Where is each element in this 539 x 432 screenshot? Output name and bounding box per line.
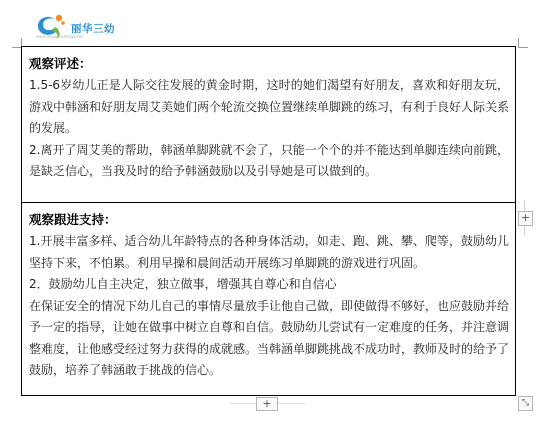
paragraph: 1.开展丰富多样、适合幼儿年龄特点的各种身体活动，如走、跑、跳、攀、爬等，鼓励幼儿坚持下来，不怕累。利用早操和晨间活动开展练习单脚跳的游戏进行巩固。 <box>29 234 509 270</box>
observation-table[interactable] <box>21 46 516 396</box>
section-heading: 观察跟进支持： <box>29 212 117 227</box>
logo-name: 丽华三幼 <box>71 23 115 35</box>
page-corner-mark-right <box>518 38 528 48</box>
logo-subtext: www.lihua-kindergarten <box>36 34 84 39</box>
add-column-button[interactable]: + <box>256 397 278 411</box>
observation-comment-cell[interactable] <box>22 47 515 203</box>
follow-up-support-cell[interactable] <box>22 203 515 395</box>
add-row-button[interactable]: + <box>518 211 533 226</box>
paragraph: 2.离开了周艾美的帮助，韩涵单脚跳就不会了，只能一个个的并不能达到单脚连续向前跳，是缺乏信心，当我及时的给予韩涵鼓励以及引导她是可以做到的。 <box>29 142 509 178</box>
paragraph: 1.5-6岁幼儿正是人际交往发展的黄金时期，这时的她们渴望有好朋友，喜欢和好朋友玩，游戏中韩涵和好朋友周艾美她们两个轮流交换位置继续单脚跳的练习，有利于良好人际关系的发展。 <box>29 78 510 135</box>
section-heading: 观察评述： <box>29 56 92 71</box>
paragraph: 在保证安全的情况下幼儿自己的事情尽量放手让他自己做，即使做得不够好，也应鼓励并给予一定的指导，让她在做事中树立自尊和自信。鼓励幼儿尝试有一定难度的任务，并注意调整难度，让他感受经过努力获得的成就感。当韩涵单脚跳挑战不成功时，教师及时的给予了鼓励，培养了韩涵敢于挑战的信心。 <box>29 298 510 377</box>
table-resize-handle[interactable]: ⤡ <box>518 396 533 411</box>
paragraph: 2．鼓励幼儿自主决定，独立做事，增强其自尊心和自信心 <box>29 277 337 291</box>
